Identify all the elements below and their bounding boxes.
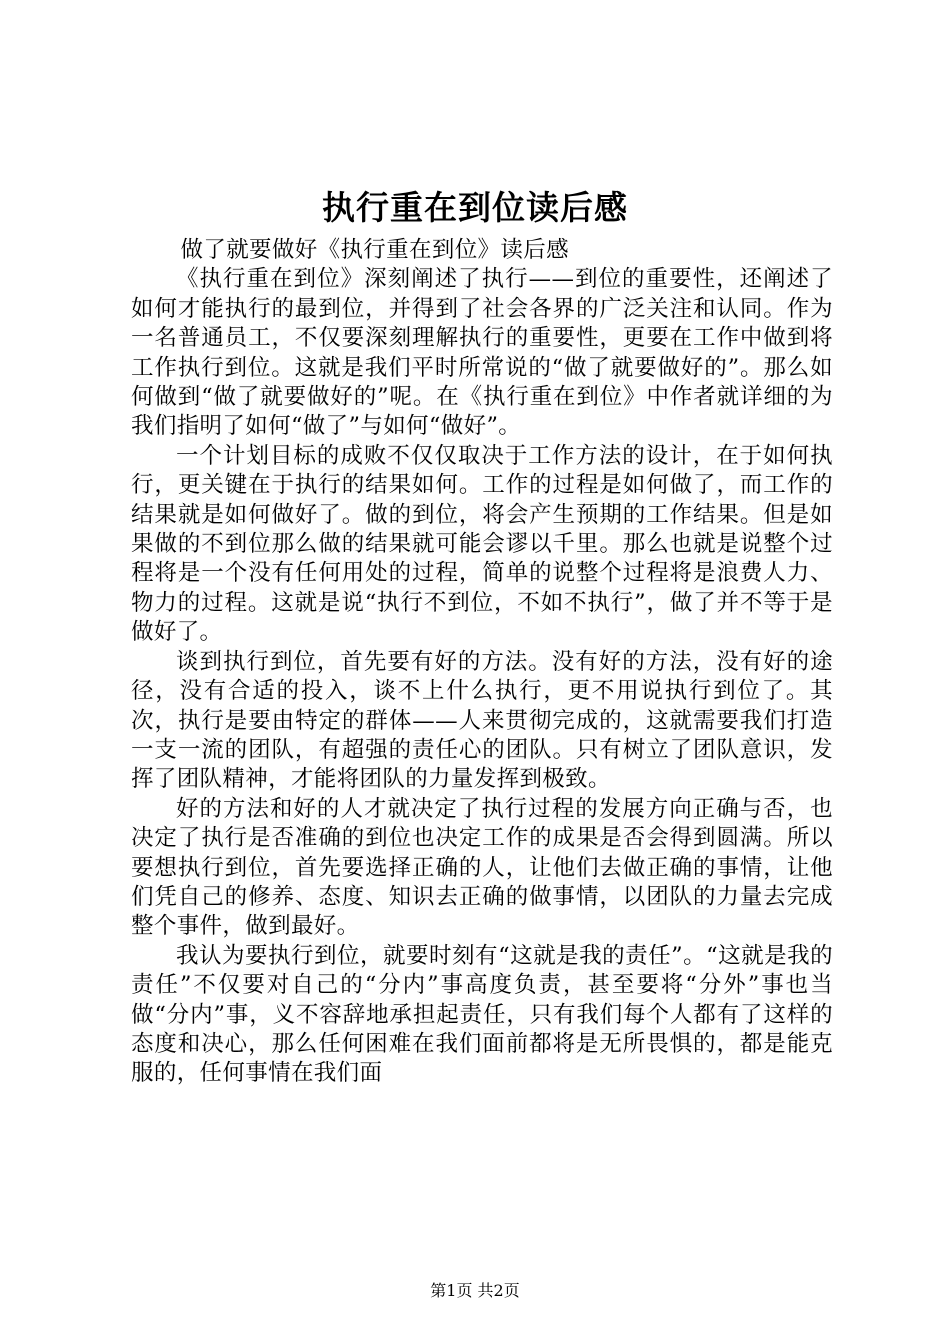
page-indicator: 第1页 共2页 (430, 1281, 520, 1300)
body-paragraph-5: 我认为要执行到位，就要时刻有“这就是我的责任”。“这就是我的责任”不仅要对自己的“分内”事高度负责，甚至要将“分外”事也当做“分内”事，义不容辞地承担起责任，只有我们每个人都有了这样的态度和决心，那么任何困难在我们面前都将是无所畏惧的，都是能克服的，任何事情在我们面 (131, 942, 833, 1087)
document-body (131, 236, 833, 1089)
page-footer (0, 1280, 950, 1302)
body-paragraph-1: 《执行重在到位》深刻阐述了执行——到位的重要性，还阐述了如何才能执行的最到位，并得到了社会各界的广泛关注和认同。作为一名普通员工，不仅要深刻理解执行的重要性，更要在工作中做到将工作执行到位。这就是我们平时所常说的“做了就要做好的”。那么如何做到“做了就要做好的”呢。在《执行重在到位》中作者就详细的为我们指明了如何“做了”与如何“做好”。 (131, 266, 833, 440)
body-paragraph-3: 谈到执行到位，首先要有好的方法。没有好的方法，没有好的途径，没有合适的投入，谈不上什么执行，更不用说执行到位了。其次，执行是要由特定的群体——人来贯彻完成的，这就需要我们打造一支一流的团队，有超强的责任心的团队。只有树立了团队意识，发挥了团队精神，才能将团队的力量发挥到极致。 (131, 648, 833, 793)
body-paragraph-4: 好的方法和好的人才就决定了执行过程的发展方向正确与否，也决定了执行是否准确的到位也决定工作的成果是否会得到圆满。所以要想执行到位，首先要选择正确的人，让他们去做正确的事情，让他们凭自己的修养、态度、知识去正确的做事情，以团队的力量去完成整个事件，做到最好。 (131, 795, 833, 940)
subtitle-paragraph: 做了就要做好《执行重在到位》读后感 (180, 237, 569, 263)
document-title: 执行重在到位读后感 (322, 188, 628, 227)
body-paragraph-2: 一个计划目标的成败不仅仅取决于工作方法的设计，在于如何执行，更关键在于执行的结果如何。工作的过程是如何做了，而工作的结果就是如何做好了。做的到位，将会产生预期的工作结果。但是如果做的不到位那么做的结果就可能会谬以千里。那么也就是说整个过程将是一个没有任何用处的过程，简单的说整个过程将是浪费人力、物力的过程。这就是说“执行不到位，不如不执行”，做了并不等于是做好了。 (131, 442, 833, 646)
